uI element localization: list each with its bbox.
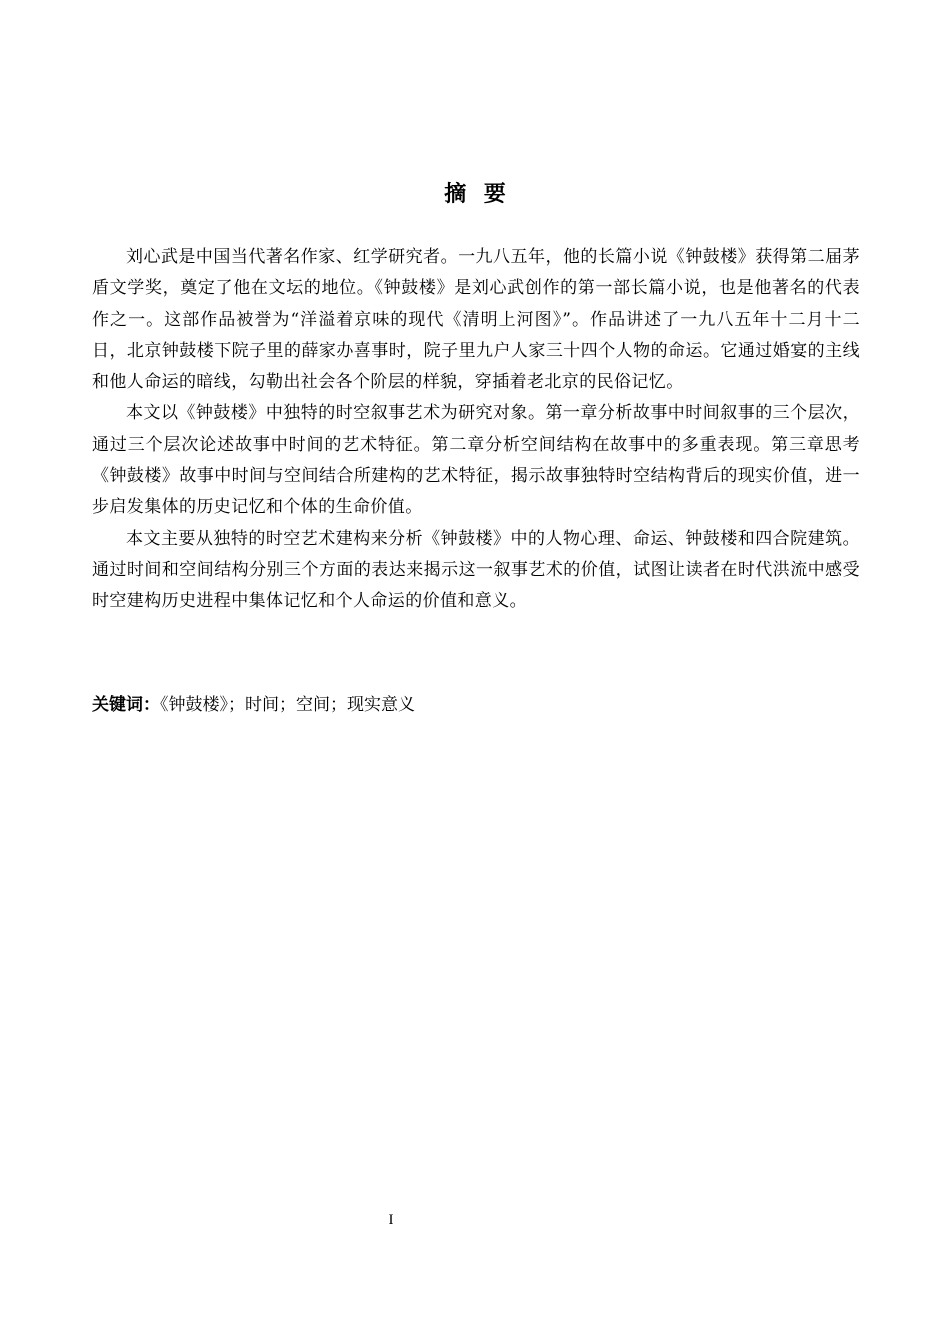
abstract-paragraph-3: 本文主要从独特的时空艺术建构来分析《钟鼓楼》中的人物心理、命运、钟鼓楼和四合院建筑。通过时间和空间结构分别三个方面的表达来揭示这一叙事艺术的价值，试图让读者在时代洪流中感受时空建构历史进程中集体记忆和个人命运的价值和意义。 — [92, 528, 860, 612]
abstract-title: 摘要 — [444, 182, 524, 207]
abstract-paragraph-2: 本文以《钟鼓楼》中独特的时空叙事艺术为研究对象。第一章分析故事中时间叙事的三个层次，通过三个层次论述故事中时间的艺术特征。第二章分析空间结构在故事中的多重表现。第三章思考《钟鼓楼》故事中时间与空间结合所建构的艺术特征，揭示故事独特时空结构背后的现实价值，进一步启发集体的历史记忆和个体的生命价值。 — [92, 403, 860, 518]
keywords-label: 关键词： — [92, 695, 160, 715]
keywords-text: 《钟鼓楼》；时间；空间；现实意义 — [160, 695, 415, 715]
abstract-body — [92, 242, 860, 618]
abstract-paragraph-1: 刘心武是中国当代著名作家、红学研究者。一九八五年，他的长篇小说《钟鼓楼》获得第二届茅盾文学奖，奠定了他在文坛的地位。《钟鼓楼》是刘心武创作的第一部长篇小说，也是他著名的代表作之一。这部作品被誉为“洋溢着京味的现代《清明上河图》”。作品讲述了一九八五年十二月十二日，北京钟鼓楼下院子里的薛家办喜事时，院子里九户人家三十四个人物的命运。它通过婚宴的主线和他人命运的暗线，勾勒出社会各个阶层的样貌，穿插着老北京的民俗记忆。 — [92, 247, 860, 393]
keywords-line — [92, 690, 860, 720]
page-number: I — [388, 1212, 394, 1228]
